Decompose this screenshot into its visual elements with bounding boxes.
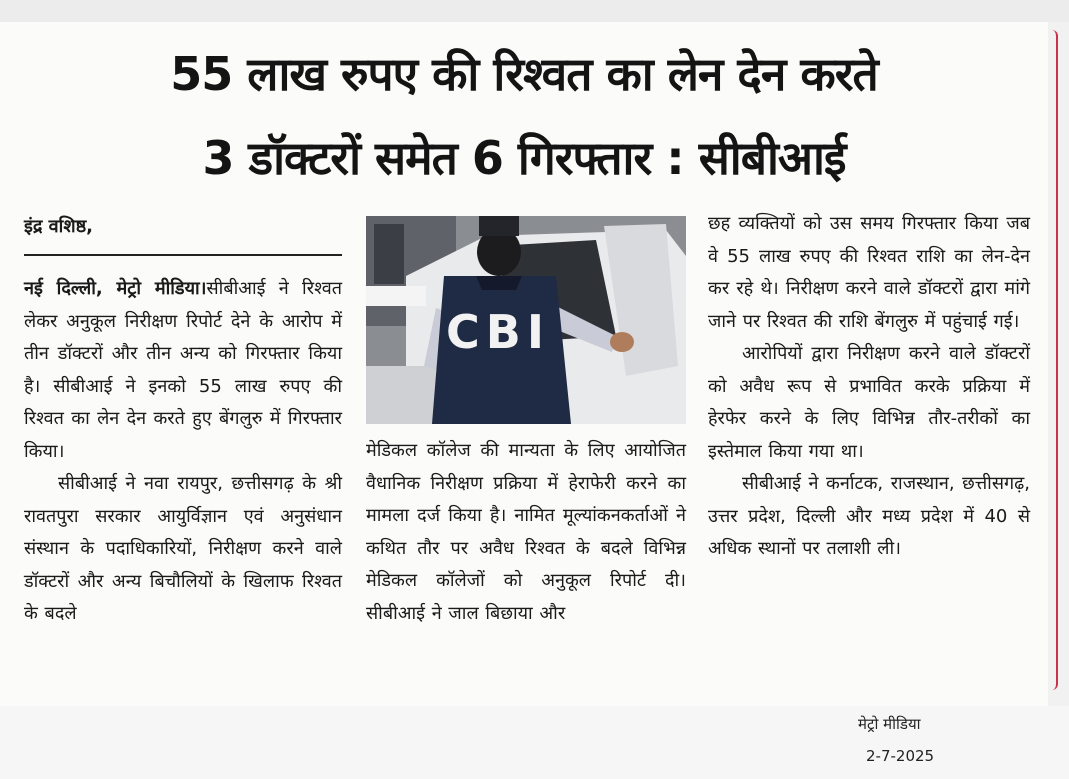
byline-rule [24,254,342,256]
column-1-paragraph-1: सीबीआई ने रिश्वत लेकर अनुकूल निरीक्षण रिपोर्ट देने के आरोप में तीन डॉक्टरों और तीन अन्य को गिरफ्तार किया है। सीबीआई ने इनको 55 लाख रुपए की रिश्वत का लेन देन करते हुए बेंगलुरु में गिरफ्तार किया। [24,278,342,462]
cbi-officer-illustration [366,216,686,424]
article-column-3 [708,208,1030,566]
top-strip [0,0,1069,22]
source-credit: मेट्रो मीडिया [858,715,921,733]
headline-line-1: 55 लाख रुपए की रिश्वत का लेन देन करते [170,47,878,101]
article-column-1 [24,273,342,631]
column-3-paragraph-2: आरोपियों द्वारा निरीक्षण करने वाले डॉक्टरों को अवैध रूप से प्रभावित करके प्रक्रिया में हेरफेर करने के लिए विभिन्न तौर-तरीकों का इस्तेमाल किया गया था। [708,343,1030,462]
headline-line-2: 3 डॉक्टरों समेत 6 गिरफ्तार : सीबीआई [202,131,846,185]
column-2-paragraph-1: मेडिकल कॉलेज की मान्यता के लिए आयोजित वैधानिक निरीक्षण प्रक्रिया में हेराफेरी करने का मामला दर्ज किया है। नामित मूल्यांकनकर्ताओं ने कथित तौर पर अवैध रिश्वत के बदले विभिन्न मेडिकल कॉलेजों को अनुकूल रिपोर्ट दी। सीबीआई ने जाल बिछाया और [366,440,686,624]
page-edge-accent [1052,30,1058,690]
dateline: नई दिल्ली, मेट्रो मीडिया। [24,278,207,299]
column-3-paragraph-3: सीबीआई ने कर्नाटक, राजस्थान, छत्तीसगढ़, उत्तर प्रदेश, दिल्ली और मध्य प्रदेश में 40 से अधिक स्थानों पर तलाशी ली। [708,473,1030,559]
article-column-2 [366,435,686,630]
news-photo [366,216,686,424]
byline: इंद्र वशिष्ठ, [24,216,94,237]
publication-date: 2-7-2025 [866,747,935,765]
column-1-paragraph-2: सीबीआई ने नवा रायपुर, छत्तीसगढ़ के श्री रावतपुरा सरकार आयुर्विज्ञान एवं अनुसंधान संस्थान के पदाधिकारियों, निरीक्षण करने वाले डॉक्टरों और अन्य बिचौलियों के खिलाफ रिश्वत के बदले [24,473,342,624]
jacket-text: CBI [446,305,550,359]
column-3-paragraph-1: छह व्यक्तियों को उस समय गिरफ्तार किया जब वे 55 लाख रुपए की रिश्वत राशि का लेन-देन कर रहे थे। निरीक्षण करने वाले डॉक्टरों द्वारा मांगे जाने पर रिश्वत की राशि बेंगलुरु में पहुंचाई गई। [708,213,1030,332]
